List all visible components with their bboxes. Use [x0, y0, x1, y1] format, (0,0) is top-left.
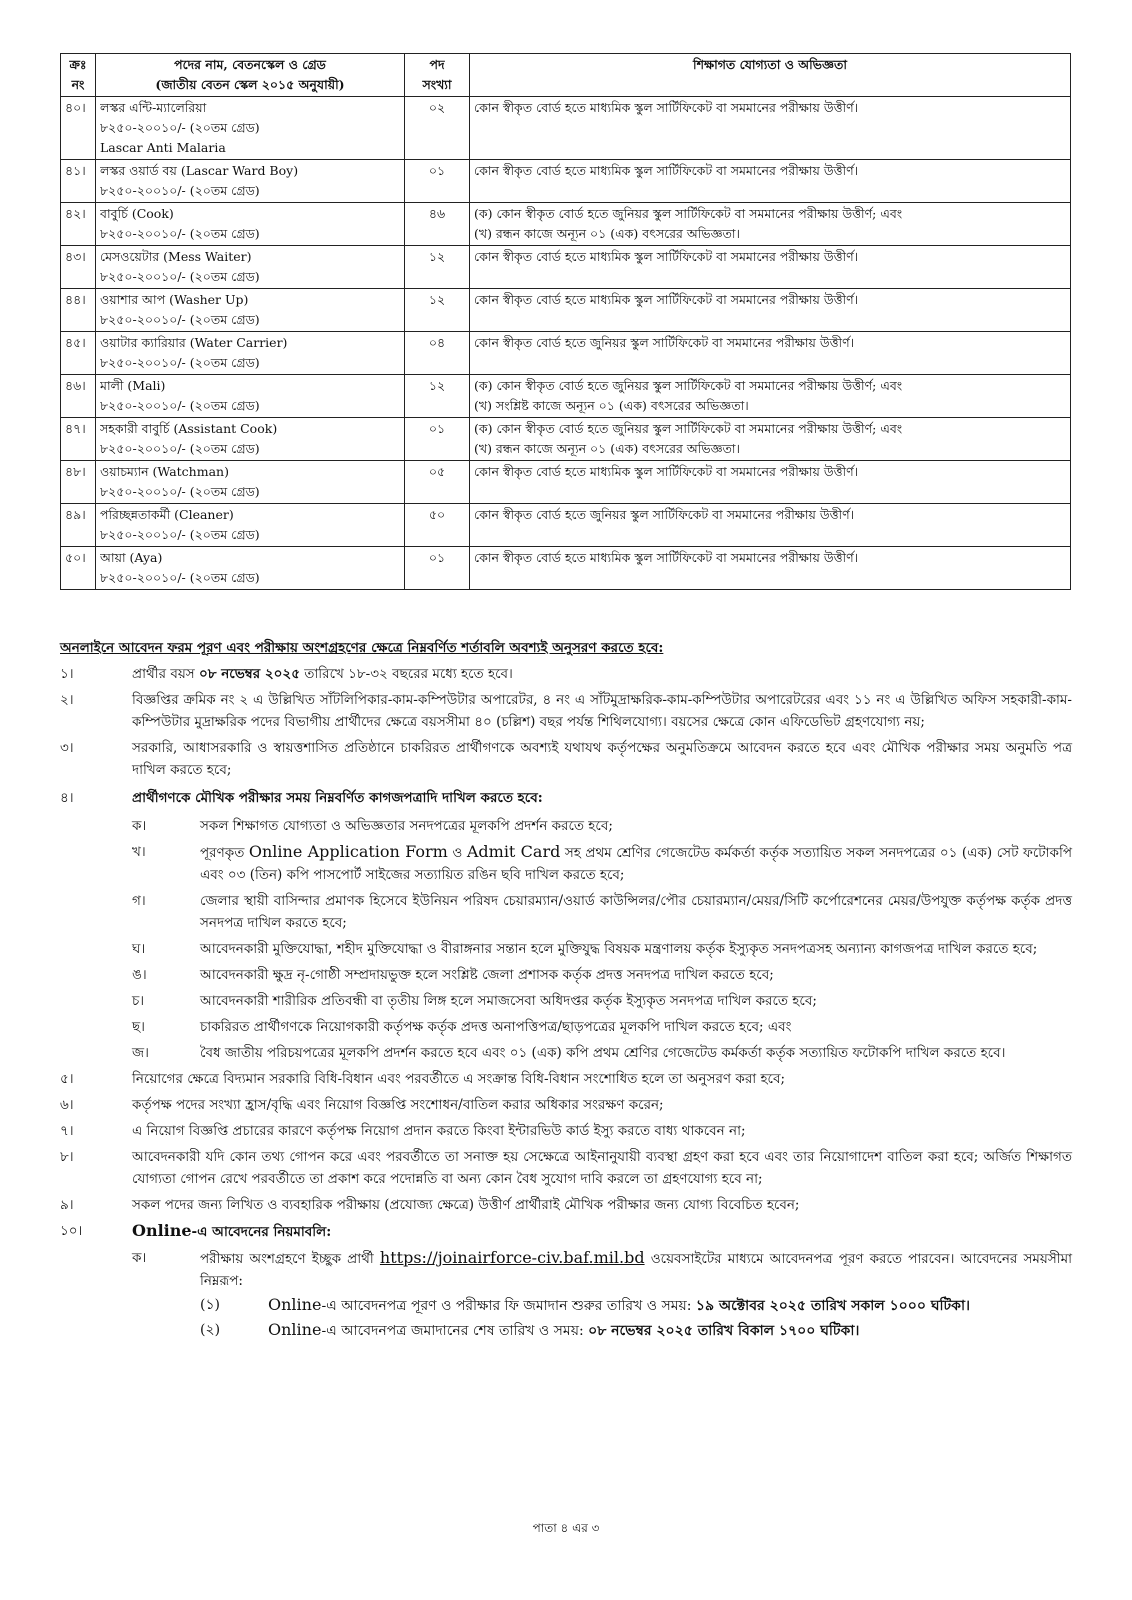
term-item: ৯। সকল পদের জন্য লিখিত ও ব্যবহারিক পরীক্ষায় (প্রযোজ্য ক্ষেত্রে) উত্তীর্ণ প্রার্থীরাই মৌখিক পরীক্ষার জন্য যোগ্য বিবেচিত হবেন; — [60, 1197, 800, 1213]
cell-serial: ৪৩। — [61, 246, 96, 289]
cell-serial: ৪৮। — [61, 461, 96, 504]
list-item: ঙ। আবেদনকারী ক্ষুদ্র নৃ-গোষ্ঠী সম্প্রদায়ভুক্ত হলে সংশ্লিষ্ট জেলা প্রশাসক কর্তৃক প্রদত্ত সনদপত্র দাখিল করতে হবে; — [132, 967, 774, 983]
website-link[interactable]: https://joinairforce-civ.baf.mil.bd — [379, 1248, 645, 1267]
cell-post-name: ওয়াশার আপ (Washer Up) ৮২৫০-২০০১০/- (২০তম গ্রেড) — [96, 289, 405, 332]
document-list — [60, 815, 1072, 1064]
cell-post-count: ০৫ — [405, 461, 470, 504]
list-item: জ। বৈধ জাতীয় পরিচয়পত্রের মূলকপি প্রদর্শন করতে হবে এবং ০১ (এক) কপি প্রথম শ্রেণির গেজেটেড কর্মকর্তা কর্তৃক সত্যায়িত ফটোকপি দাখিল করতে হবে। — [132, 1045, 1006, 1061]
table-row — [61, 547, 1071, 590]
more-terms — [60, 1068, 1072, 1216]
term-item: ১। প্রার্থীর বয়স ০৮ নভেম্বর ২০২৫ তারিখে ১৮-৩২ বছরের মধ্যে হতে হবে। — [60, 666, 513, 682]
page-footer: পাতা ৪ এর ৩ — [532, 1521, 600, 1535]
cell-post-count: ০২ — [405, 97, 470, 160]
cell-post-name: সহকারী বাবুর্চি (Assistant Cook) ৮২৫০-২০০১০/- (২০তম গ্রেড) — [96, 418, 405, 461]
cell-post-count: ০১ — [405, 418, 470, 461]
table-header-row — [61, 54, 1071, 97]
table-row — [61, 461, 1071, 504]
deadline-point: (২) Online-এ আবেদনপত্র জমাদানের শেষ তারিখ ও সময়: ০৮ নভেম্বর ২০২৫ তারিখ বিকাল ১৭০০ ঘটিকা। — [200, 1320, 860, 1339]
cell-post-count: ৫০ — [405, 504, 470, 547]
cell-serial: ৪২। — [61, 203, 96, 246]
term-item: ৭। এ নিয়োগ বিজ্ঞপ্তি প্রচারের কারণে কর্তৃপক্ষ নিয়োগ প্রদান করতে কিংবা ইন্টারভিউ কার্ড ইস্যু করতে বাধ্য থাকবেন না; — [60, 1123, 746, 1139]
term-item-online: ১০। Online-এ আবেদনের নিয়মাবলি: — [60, 1221, 332, 1240]
list-item: গ। জেলার স্থায়ী বাসিন্দার প্রমাণক হিসেবে ইউনিয়ন পরিষদ চেয়ারম্যান/ওয়ার্ড কাউন্সিলর/পৌর চেয়ারম্যান/মেয়র/সিটি কর্পোরেশনের মেয়র/উপযুক্ত কর্তৃপক্ষ কর্তৃক প্রদত্ত সনদপত্র দাখিল করতে হবে; — [132, 893, 1072, 931]
cell-post-count: ১২ — [405, 289, 470, 332]
cell-serial: ৪০। — [61, 97, 96, 160]
header-post-name: পদের নাম, বেতনস্কেল ও গ্রেড (জাতীয় বেতন স্কেল ২০১৫ অনুযায়ী) — [96, 54, 405, 97]
list-item: ছ। চাকরিরত প্রার্থীগণকে নিয়োগকারী কর্তৃপক্ষ কর্তৃক প্রদত্ত অনাপত্তিপত্র/ছাড়পত্রের মূলকপি দাখিল করতে হবে; এবং — [132, 1019, 792, 1035]
list-item: খ। পূরণকৃত Online Application Form ও Admit Card সহ প্রথম শ্রেণির গেজেটেড কর্মকর্তা কর্তৃক সত্যায়িত সকল সনদপত্রের ০১ (এক) সেট ফটোকপি এবং ০৩ (তিন) কপি পাসপোর্ট সাইজের সত্যায়িত রঙিন ছবি দাখিল করতে হবে; — [132, 842, 1072, 883]
term-item: ৮। আবেদনকারী যদি কোন তথ্য গোপন করে এবং পরবর্তীতে তা সনাক্ত হয় সেক্ষেত্রে আইনানুযায়ী ব্যবস্থা গ্রহণ করা হবে এবং তার নিয়োগাদেশ বাতিল করা হবে; অর্জিত শিক্ষাগত যোগ্যতা গোপন রেখে পরবর্তীতে তা প্রকাশ করে পদোন্নতি বা অন্য কোন বৈধ সুযোগ দাবি করলে তা গ্রহণযোগ্য হবে না; — [60, 1149, 1072, 1187]
table-row — [61, 160, 1071, 203]
header-serial: ক্রঃ নং — [61, 54, 96, 97]
cell-qualification: (ক) কোন স্বীকৃত বোর্ড হতে জুনিয়র স্কুল সার্টিফিকেট বা সমমানের পরীক্ষায় উত্তীর্ণ; এবং (খ) রন্ধন কাজে অন্যূন ০১ (এক) বৎসরের অভিজ্ঞতা। — [470, 203, 1071, 246]
cell-qualification: কোন স্বীকৃত বোর্ড হতে মাধ্যমিক স্কুল সার্টিফিকেট বা সমমানের পরীক্ষায় উত্তীর্ণ। — [470, 547, 1071, 590]
list-item: ঘ। আবেদনকারী মুক্তিযোদ্ধা, শহীদ মুক্তিযোদ্ধা ও বীরাঙ্গনার সন্তান হলে মুক্তিযুদ্ধ বিষয়ক মন্ত্রণালয় কর্তৃক ইস্যুকৃত সনদপত্রসহ অন্যান্য কাগজপত্র দাখিল করতে হবে; — [132, 941, 1038, 957]
term-item: ৬। কর্তৃপক্ষ পদের সংখ্যা হ্রাস/বৃদ্ধি এবং নিয়োগ বিজ্ঞপ্তি সংশোধন/বাতিল করার অধিকার সংরক্ষণ করেন; — [60, 1097, 664, 1113]
term-item: ২। বিজ্ঞপ্তির ক্রমিক নং ২ এ উল্লিখিত সাঁটলিপিকার-কাম-কম্পিউটার অপারেটর, ৪ নং এ সাঁটমুদ্রাক্ষরিক-কাম-কম্পিউটার অপারেটরের এবং ১১ নং এ উল্লিখিত অফিস সহকারী-কাম-কম্পিউটার মুদ্রাক্ষরিক পদের বিভাগীয় প্রার্থীদের ক্ষেত্রে বয়সসীমা ৪০ (চল্লিশ) বছর পর্যন্ত শিথিলযোগ্য। বয়সের ক্ষেত্রে কোন এফিডেভিট গ্রহণযোগ্য নয়; — [60, 692, 1072, 730]
cell-post-name: আয়া (Aya) ৮২৫০-২০০১০/- (২০তম গ্রেড) — [96, 547, 405, 590]
terms-heading: অনলাইনে আবেদন ফরম পূরণ এবং পরীক্ষায় অংশগ্রহণের ক্ষেত্রে নিম্নবর্ণিত শর্তাবলি অবশ্যই অনুসরণ করতে হবে: — [60, 640, 664, 656]
cell-post-count: ৪৬ — [405, 203, 470, 246]
table-row — [61, 504, 1071, 547]
cell-post-count: ০১ — [405, 160, 470, 203]
table-row — [61, 97, 1071, 160]
table-row — [61, 332, 1071, 375]
cell-post-count: ০১ — [405, 547, 470, 590]
cell-qualification: কোন স্বীকৃত বোর্ড হতে মাধ্যমিক স্কুল সার্টিফিকেট বা সমমানের পরীক্ষায় উত্তীর্ণ। — [470, 160, 1071, 203]
cell-post-name: পরিচ্ছন্নতাকর্মী (Cleaner) ৮২৫০-২০০১০/- (২০তম গ্রেড) — [96, 504, 405, 547]
cell-qualification: কোন স্বীকৃত বোর্ড হতে মাধ্যমিক স্কুল সার্টিফিকেট বা সমমানের পরীক্ষায় উত্তীর্ণ। — [470, 289, 1071, 332]
cell-qualification: কোন স্বীকৃত বোর্ড হতে মাধ্যমিক স্কুল সার্টিফিকেট বা সমমানের পরীক্ষায় উত্তীর্ণ। — [470, 461, 1071, 504]
header-post-count: পদ সংখ্যা — [405, 54, 470, 97]
term-item: ৩। সরকারি, আধাসরকারি ও স্বায়ত্তশাসিত প্রতিষ্ঠানে চাকরিরত প্রার্থীগণকে অবশ্যই যথাযথ কর্তৃপক্ষের অনুমতিক্রমে আবেদন করতে হবে এবং মৌখিক পরীক্ষার সময় অনুমতি পত্র দাখিল করতে হবে; — [60, 740, 1072, 778]
table-row — [61, 375, 1071, 418]
cell-post-name: মালী (Mali) ৮২৫০-২০০১০/- (২০তম গ্রেড) — [96, 375, 405, 418]
cell-post-count: ০৪ — [405, 332, 470, 375]
cell-post-count: ১২ — [405, 246, 470, 289]
header-qualification: শিক্ষাগত যোগ্যতা ও অভিজ্ঞতা — [470, 54, 1071, 97]
list-item: ক। সকল শিক্ষাগত যোগ্যতা ও অভিজ্ঞতার সনদপত্রের মূলকপি প্রদর্শন করতে হবে; — [132, 818, 613, 834]
cell-post-name: বাবুর্চি (Cook) ৮২৫০-২০০১০/- (২০তম গ্রেড) — [96, 203, 405, 246]
term-item: ৪। প্রার্থীগণকে মৌখিক পরীক্ষার সময় নিম্নবর্ণিত কাগজপত্রাদি দাখিল করতে হবে: — [60, 790, 543, 806]
cell-serial: ৪৯। — [61, 504, 96, 547]
term-item: ৫। নিয়োগের ক্ষেত্রে বিদ্যমান সরকারি বিধি-বিধান এবং পরবর্তীতে এ সংক্রান্ত বিধি-বিধান সংশোধিত হলে তা অনুসরণ করা হবে; — [60, 1071, 786, 1087]
online-sub-item: ক। পরীক্ষায় অংশগ্রহণে ইচ্ছুক প্রার্থী https://joinairforce-civ.baf.mil.bd ওয়েবসাইটের মাধ্যমে আবেদনপত্র পূরণ করতে পারবেন। আবেদনের সময়সীমা নিম্নরূপ: — [132, 1248, 1073, 1289]
table-row — [61, 203, 1071, 246]
cell-serial: ৪৪। — [61, 289, 96, 332]
deadline-point: (১) Online-এ আবেদনপত্র পূরণ ও পরীক্ষার ফি জমাদান শুরুর তারিখ ও সময়: ১৯ অক্টোবর ২০২৫ তারিখ সকাল ১০০০ ঘটিকা। — [200, 1295, 971, 1314]
cell-serial: ৫০। — [61, 547, 96, 590]
cell-qualification: কোন স্বীকৃত বোর্ড হতে মাধ্যমিক স্কুল সার্টিফিকেট বা সমমানের পরীক্ষায় উত্তীর্ণ। — [470, 246, 1071, 289]
job-table — [60, 53, 1071, 590]
cell-qualification: কোন স্বীকৃত বোর্ড হতে জুনিয়র স্কুল সার্টিফিকেট বা সমমানের পরীক্ষায় উত্তীর্ণ। — [470, 504, 1071, 547]
cell-post-name: মেসওয়েটার (Mess Waiter) ৮২৫০-২০০১০/- (২০তম গ্রেড) — [96, 246, 405, 289]
cell-post-count: ১২ — [405, 375, 470, 418]
cell-qualification: (ক) কোন স্বীকৃত বোর্ড হতে জুনিয়র স্কুল সার্টিফিকেট বা সমমানের পরীক্ষায় উত্তীর্ণ; এবং (খ) রন্ধন কাজে অন্যূন ০১ (এক) বৎসরের অভিজ্ঞতা। — [470, 418, 1071, 461]
cell-qualification: কোন স্বীকৃত বোর্ড হতে মাধ্যমিক স্কুল সার্টিফিকেট বা সমমানের পরীক্ষায় উত্তীর্ণ। — [470, 97, 1071, 160]
cell-qualification: (ক) কোন স্বীকৃত বোর্ড হতে জুনিয়র স্কুল সার্টিফিকেট বা সমমানের পরীক্ষায় উত্তীর্ণ; এবং (খ) সংশ্লিষ্ট কাজে অন্যূন ০১ (এক) বৎসরের অভিজ্ঞতা। — [470, 375, 1071, 418]
cell-serial: ৪৭। — [61, 418, 96, 461]
cell-serial: ৪৬। — [61, 375, 96, 418]
cell-serial: ৪৫। — [61, 332, 96, 375]
list-item: চ। আবেদনকারী শারীরিক প্রতিবন্ধী বা তৃতীয় লিঙ্গ হলে সমাজসেবা অধিদপ্তর কর্তৃক ইস্যুকৃত সনদপত্র দাখিল করতে হবে; — [132, 993, 817, 1009]
table-row — [61, 418, 1071, 461]
terms-section — [60, 637, 1072, 1342]
cell-post-name: ওয়াটার ক্যারিয়ার (Water Carrier) ৮২৫০-২০০১০/- (২০তম গ্রেড) — [96, 332, 405, 375]
cell-post-name: ওয়াচম্যান (Watchman) ৮২৫০-২০০১০/- (২০তম গ্রেড) — [96, 461, 405, 504]
table-row — [61, 289, 1071, 332]
cell-qualification: কোন স্বীকৃত বোর্ড হতে জুনিয়র স্কুল সার্টিফিকেট বা সমমানের পরীক্ষায় উত্তীর্ণ। — [470, 332, 1071, 375]
cell-serial: ৪১। — [61, 160, 96, 203]
table-row — [61, 246, 1071, 289]
cell-post-name: লস্কর এন্টি-ম্যালেরিয়া ৮২৫০-২০০১০/- (২০তম গ্রেড) Lascar Anti Malaria — [96, 97, 405, 160]
cell-post-name: লস্কর ওয়ার্ড বয় (Lascar Ward Boy) ৮২৫০-২০০১০/- (২০তম গ্রেড) — [96, 160, 405, 203]
